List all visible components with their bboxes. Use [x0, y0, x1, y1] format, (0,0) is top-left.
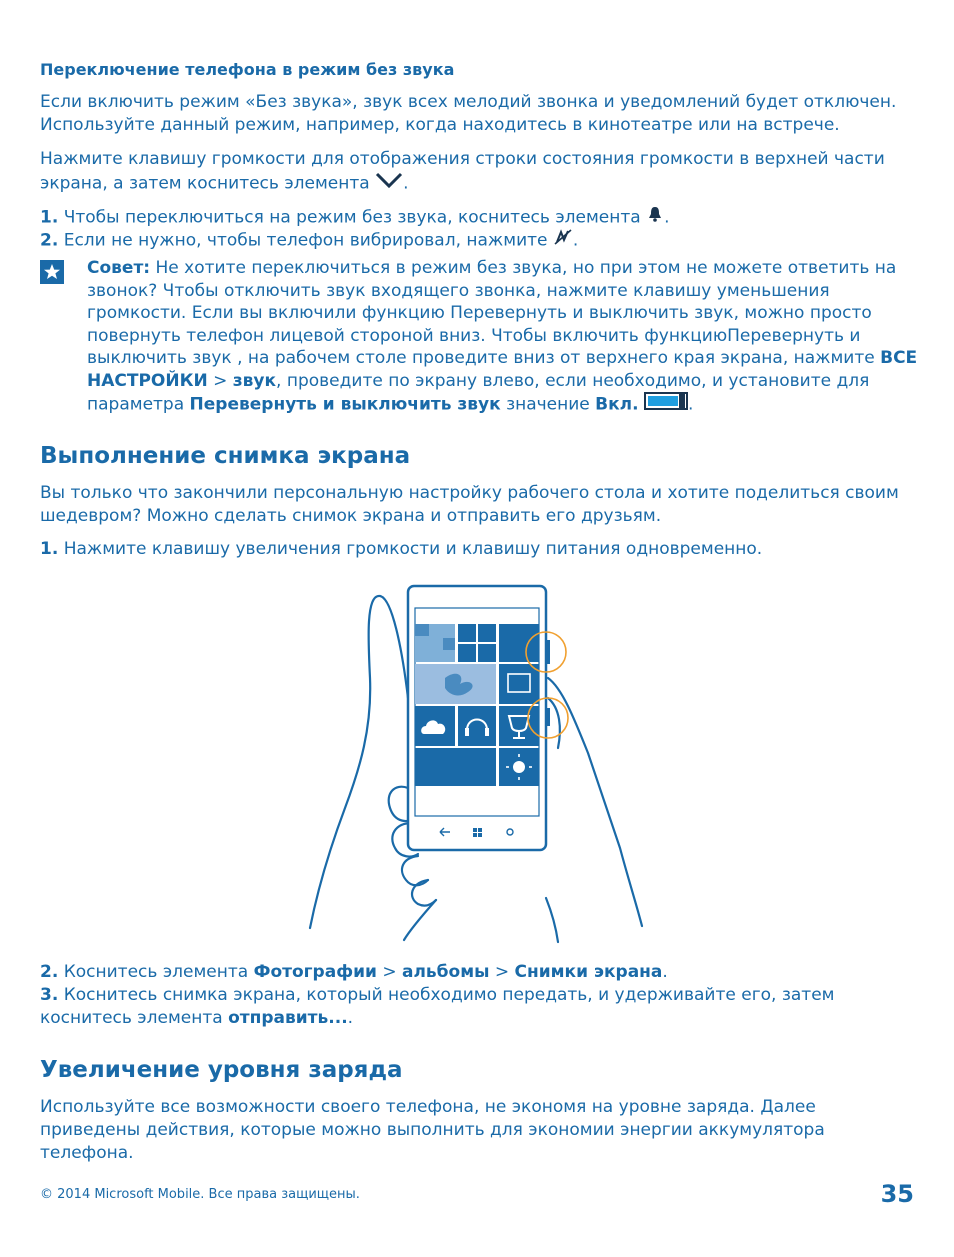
step-text: Коснитесь снимка экрана, который необходимо передать, и удерживайте его, затем коснитесь элемента	[40, 985, 835, 1028]
copyright: © 2014 Microsoft Mobile. Все права защищены.	[40, 1187, 360, 1202]
step-text: Если не нужно, чтобы телефон вибрировал, нажмите	[63, 230, 548, 251]
all-settings-label: ВСЕ НАСТРОЙКИ	[87, 348, 918, 391]
screenshot-step-2: 2. Коснитесь элемента Фотографии > альбомы > Снимки экрана.	[40, 962, 668, 982]
battery-intro: Используйте все возможности своего телефона, не экономя на уровне заряда. Далее приведены действия, которые можно выполнить для экономии энергии аккумулятора телефона.	[40, 1097, 825, 1163]
on-label: Вкл.	[595, 394, 639, 415]
tip-label: Совет:	[87, 258, 151, 278]
value-word: значение	[506, 394, 590, 415]
sound-label: звук	[232, 370, 277, 391]
send-label: отправить...	[228, 1008, 348, 1028]
step-text: Коснитесь элемента	[63, 962, 249, 982]
step-number: 1.	[40, 207, 59, 228]
step-vibrate: 2. Если не нужно, чтобы телефон вибрировал, нажмите .	[40, 228, 920, 253]
volume-instruction-text: Нажмите клавишу громкости для отображения строки состояния громкости в верхней части экрана, а затем коснитесь элемента	[40, 149, 885, 194]
step-number: 2.	[40, 962, 59, 982]
silent-mode-intro: Если включить режим «Без звука», звук всех мелодий звонка и уведомлений будет отключен. Используйте данный режим, например, когда находитесь в кинотеатре или на встрече.	[40, 92, 897, 135]
chevron-down-icon	[375, 171, 403, 196]
step-number: 3.	[40, 985, 59, 1005]
tip-body: Не хотите переключиться в режим без звука, но при этом не можете ответить на звонок? Чтобы отключить звук входящего звонка, нажмите клавишу уменьшения громкости. Если вы включили функцию Перевернуть и выключить звук, можно просто повернуть телефон лицевой стороной вниз. Чтобы включить функциюПеревернуть и выключить звук , на рабочем столе проведите вниз от верхнего края экрана, нажмите	[87, 258, 897, 368]
separator: >	[382, 962, 397, 982]
photos-label: Фотографии	[253, 962, 377, 982]
star-icon	[40, 260, 64, 284]
bell-icon	[646, 205, 664, 230]
toggle-on-icon	[644, 392, 688, 417]
volume-instruction: Нажмите клавишу громкости для отображения строки состояния громкости в верхней части экрана, а затем коснитесь элемента .	[40, 148, 920, 196]
screenshot-step-1	[40, 538, 920, 561]
flip-setting-label: Перевернуть и выключить звук	[189, 394, 501, 415]
step-text: Чтобы переключиться на режим без звука, коснитесь элемента	[63, 207, 641, 228]
silent-mode-heading: Переключение телефона в режим без звука	[40, 60, 455, 79]
vibrate-off-icon	[553, 228, 573, 253]
step-number: 1.	[40, 539, 59, 559]
screenshot-intro: Вы только что закончили персональную настройку рабочего стола и хотите поделиться своим шедевром? Можно сделать снимок экрана и отправить его друзьям.	[40, 483, 899, 526]
step-text: Нажмите клавишу увеличения громкости и клавишу питания одновременно.	[63, 539, 763, 559]
screenshot-heading: Выполнение снимка экрана	[40, 443, 411, 469]
battery-heading: Увеличение уровня заряда	[40, 1057, 403, 1083]
separator: >	[213, 370, 228, 391]
albums-label: альбомы	[401, 962, 490, 982]
tip-body-2: , проведите по экрану влево, если необходимо, и установите для параметра	[87, 370, 870, 415]
screenshots-label: Снимки экрана	[514, 962, 663, 982]
tip-text: Совет: Не хотите переключиться в режим без звука, но при этом не можете ответить на звонок? Чтобы отключить звук входящего звонка, нажмите клавишу уменьшения громкости. Если вы включили функцию Перевернуть и выключить звук, можно просто повернуть телефон лицевой стороной вниз. Чтобы включить функциюПеревернуть и выключить звук , на рабочем столе проведите вниз от верхнего края экрана, нажмите ВСЕ НАСТРОЙКИ > звук, проведите по экрану влево, если необходимо, и установите для параметра Перевернуть и выключить звук значение Вкл. .	[87, 257, 920, 417]
screenshot-step-3: 3. Коснитесь снимка экрана, который необходимо передать, и удерживайте его, затем коснитесь элемента отправить....	[40, 985, 835, 1028]
phone-in-hand-illustration	[300, 578, 650, 948]
step-silent: 1. Чтобы переключиться на режим без звука, коснитесь элемента .	[40, 205, 920, 230]
step-number: 2.	[40, 230, 59, 251]
page-number: 35	[880, 1180, 914, 1208]
separator: >	[494, 962, 510, 982]
